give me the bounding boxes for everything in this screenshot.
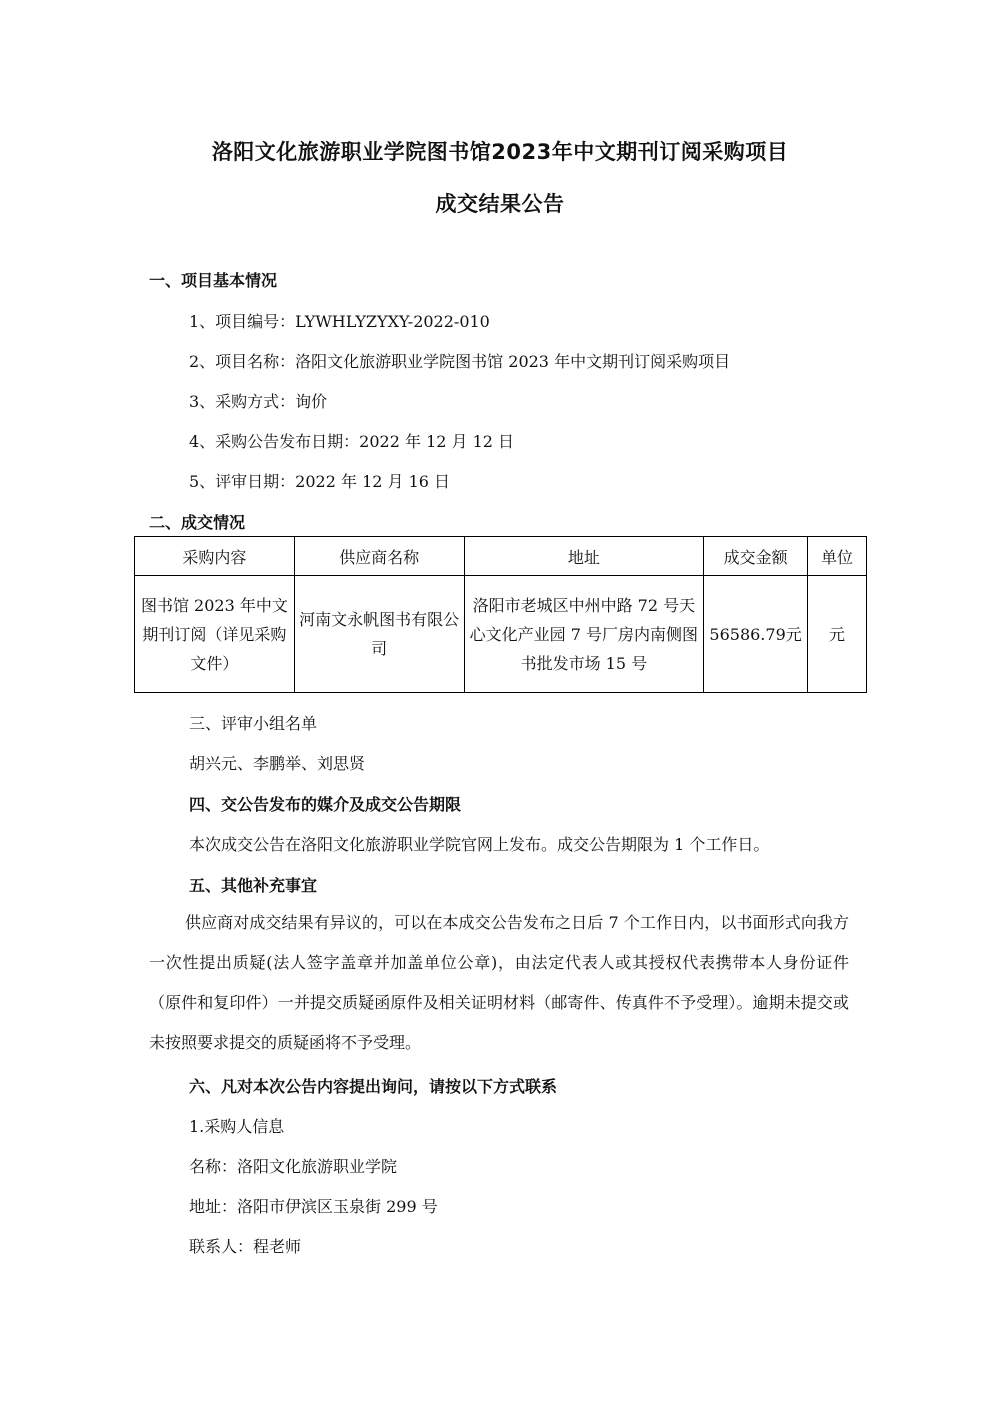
purchaser-name: 名称：洛阳文化旅游职业学院 — [189, 1157, 398, 1176]
section-heading-review-panel: 三、评审小组名单 — [189, 714, 318, 733]
document-title: 洛阳文化旅游职业学院图书馆2023年中文期刊订阅采购项目 — [211, 140, 789, 164]
header-amount: 成交金额 — [704, 537, 808, 576]
section-heading-media: 四、交公告发布的媒介及成交公告期限 — [189, 795, 462, 814]
cell-unit: 元 — [808, 576, 867, 693]
review-panel-members: 胡兴元、李鹏举、刘思贤 — [189, 754, 366, 773]
section-heading-basic-info: 一、项目基本情况 — [149, 271, 278, 290]
document-subtitle: 成交结果公告 — [435, 192, 565, 216]
section-heading-deal: 二、成交情况 — [149, 513, 246, 532]
header-supplier: 供应商名称 — [294, 537, 464, 576]
cell-supplier: 河南文永帆图书有限公司 — [294, 576, 464, 693]
table-row — [135, 576, 867, 693]
media-text: 本次成交公告在洛阳文化旅游职业学院官网上发布。成交公告期限为 1 个工作日。 — [189, 835, 770, 854]
purchaser-contact: 联系人：程老师 — [189, 1237, 302, 1256]
procurement-method: 3、采购方式：询价 — [189, 392, 328, 411]
header-unit: 单位 — [808, 537, 867, 576]
purchaser-info-label: 1.采购人信息 — [189, 1117, 285, 1136]
objection-text: 供应商对成交结果有异议的，可以在本成交公告发布之日后 7 个工作日内，以书面形式向我方一次性提出质疑(法人签字盖章并加盖单位公章)，由法定代表人或其授权代表携带本人身份证件（原件和复印件）一并提交质疑函原件及相关证明材料（邮寄件、传真件不予受理）。逾期未提交或未按照要求提交的质疑函将不予受理。 — [149, 913, 849, 1052]
cell-amount: 56586.79元 — [704, 576, 808, 693]
section-heading-other: 五、其他补充事宜 — [189, 876, 318, 895]
review-date: 5、评审日期：2022 年 12 月 16 日 — [189, 472, 451, 491]
project-number: 1、项目编号：LYWHLYZYXY-2022-010 — [189, 312, 490, 331]
deal-table — [134, 536, 867, 693]
cell-address: 洛阳市老城区中州中路 72 号天心文化产业园 7 号厂房内南侧图书批发市场 15 号 — [464, 576, 704, 693]
section-heading-contact: 六、凡对本次公告内容提出询问，请按以下方式联系 — [189, 1077, 558, 1096]
header-content: 采购内容 — [135, 537, 295, 576]
announcement-date: 4、采购公告发布日期：2022 年 12 月 12 日 — [189, 432, 515, 451]
cell-content: 图书馆 2023 年中文期刊订阅（详见采购文件） — [135, 576, 295, 693]
header-address: 地址 — [464, 537, 704, 576]
purchaser-address: 地址：洛阳市伊滨区玉泉街 299 号 — [189, 1197, 438, 1216]
table-header-row — [135, 537, 867, 576]
project-name: 2、项目名称：洛阳文化旅游职业学院图书馆 2023 年中文期刊订阅采购项目 — [189, 352, 731, 371]
